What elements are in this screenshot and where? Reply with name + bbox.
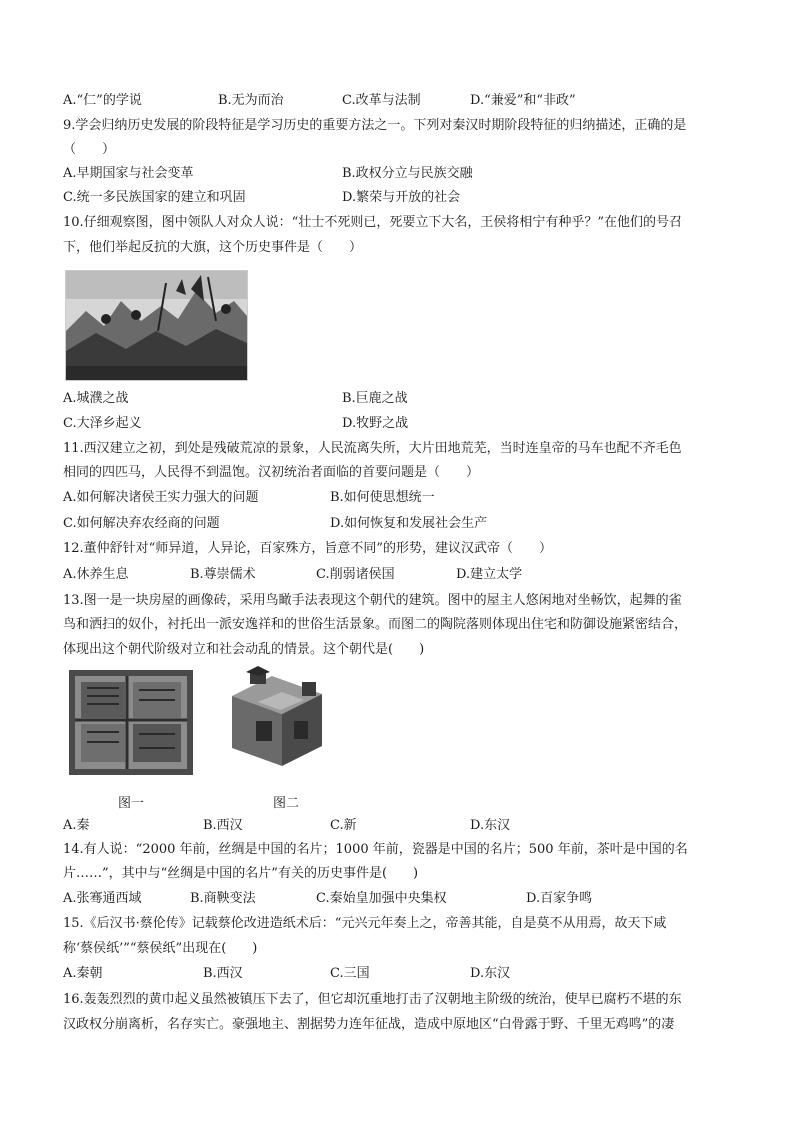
q11-option-c[interactable]: C.如何解决弃农经商的问题	[63, 516, 220, 531]
q16-stem-line1: 16.轰轰烈烈的黄巾起义虽然被镇压下去了，但它却沉重地打击了汉朝地主阶级的统治，使早已腐朽不堪的东	[63, 992, 682, 1007]
q10-option-c[interactable]: C.大泽乡起义	[63, 416, 142, 431]
q10-option-a[interactable]: A.城濮之战	[63, 391, 129, 406]
q8-option-c[interactable]: C.改革与法制	[342, 93, 421, 108]
q15-option-c[interactable]: C.三国	[330, 966, 370, 981]
q14-stem-line1: 14.有人说：“2000 年前，丝绸是中国的名片；1000 年前，瓷器是中国的名片；500 年前，茶叶是中国的名	[63, 842, 688, 857]
pottery-courtyard-illustration	[212, 666, 337, 778]
q11-stem-line1: 11.西汉建立之初，到处是残破荒凉的景象，人民流离失所，大片田地荒芜，当时连皇帝的马车也配不齐毛色	[63, 441, 682, 456]
pictorial-brick-illustration	[67, 668, 195, 777]
q11-stem-line2: 相同的四匹马，人民得不到温饱。汉初统治者面临的首要问题是（ ）	[63, 465, 480, 480]
figure-two-caption: 图二	[273, 796, 300, 811]
figure-one-caption: 图一	[118, 796, 145, 811]
q14-option-d[interactable]: D.百家争鸣	[526, 891, 593, 906]
q14-option-a[interactable]: A.张骞通西域	[63, 891, 142, 906]
q10-option-b[interactable]: B.巨鹿之战	[342, 391, 408, 406]
q12-option-a[interactable]: A.休养生息	[63, 567, 129, 582]
q15-option-b[interactable]: B.西汉	[203, 966, 243, 981]
q13-option-c[interactable]: C.新	[330, 818, 357, 833]
q9-option-c[interactable]: C.统一多民族国家的建立和巩固	[63, 190, 246, 205]
q9-stem-line2: （ ）	[63, 142, 116, 157]
q9-option-d[interactable]: D.繁荣与开放的社会	[342, 190, 461, 205]
q13-option-a[interactable]: A.秦	[63, 818, 90, 833]
figure-two-pottery-courtyard-image	[212, 666, 337, 778]
q13-stem-line1: 13.图一是一块房屋的画像砖，采用鸟瞰手法表现这个朝代的建筑。图中的屋主人悠闲地对坐畅饮，起舞的雀	[63, 593, 682, 608]
q9-option-a[interactable]: A.早期国家与社会变革	[63, 166, 194, 181]
q15-stem-line1: 15.《后汉书·蔡伦传》记载蔡伦改进造纸术后：“元兴元年奏上之，帝善其能，自是莫不从用焉，故天下咸	[63, 916, 667, 931]
q8-option-d[interactable]: D.“兼爱”和“非政”	[470, 93, 576, 108]
q10-stem-line2: 下，他们举起反抗的大旗，这个历史事件是（ ）	[63, 240, 363, 255]
uprising-battle-illustration	[66, 271, 247, 380]
q11-option-d[interactable]: D.如何恢复和发展社会生产	[330, 516, 488, 531]
q11-option-a[interactable]: A.如何解决诸侯王实力强大的问题	[63, 490, 259, 505]
q8-option-a[interactable]: A.“仁”的学说	[63, 93, 142, 108]
q12-stem-line1: 12.董仲舒针对“师异道，人异论，百家殊方，旨意不同”的形势，建议汉武帝（ ）	[63, 541, 552, 556]
q13-option-d[interactable]: D.东汉	[470, 818, 511, 833]
q13-stem-line2: 鸟和洒扫的奴仆，衬托出一派安逸祥和的世俗生活景象。而图二的陶院落则体现出住宅和防御设施紧密结合，	[63, 617, 688, 632]
q15-option-d[interactable]: D.东汉	[470, 966, 511, 981]
q13-option-b[interactable]: B.西汉	[203, 818, 243, 833]
figure-one-brick-image	[67, 668, 195, 777]
q9-stem-line1: 9.学会归纳历史发展的阶段特征是学习历史的重要方法之一。下列对秦汉时期阶段特征的归纳描述，正确的是	[63, 118, 687, 133]
q12-option-d[interactable]: D.建立太学	[456, 567, 523, 582]
q9-option-b[interactable]: B.政权分立与民族交融	[342, 166, 473, 181]
q12-option-b[interactable]: B.尊崇儒术	[190, 567, 256, 582]
q15-stem-line2: 称‘蔡侯纸’”“蔡侯纸”出现在( )	[63, 941, 258, 956]
uprising-battle-image	[65, 270, 248, 381]
q12-option-c[interactable]: C.削弱诸侯国	[316, 567, 395, 582]
q14-option-b[interactable]: B.商鞅变法	[190, 891, 256, 906]
q13-stem-line3: 体现出这个朝代阶级对立和社会动乱的情景。这个朝代是( )	[63, 642, 425, 657]
q10-stem-line1: 10.仔细观察图，图中领队人对众人说：“壮士不死则已，死要立下大名，王侯将相宁有种乎？”在他们的号召	[63, 215, 682, 230]
q10-option-d[interactable]: D.牧野之战	[342, 416, 409, 431]
q8-option-b[interactable]: B.无为而治	[218, 93, 284, 108]
q15-option-a[interactable]: A.秦朝	[63, 966, 103, 981]
q14-stem-line2: 片……”，其中与“丝绸是中国的名片”有关的历史事件是( )	[63, 866, 419, 881]
q11-option-b[interactable]: B.如何使思想统一	[330, 490, 435, 505]
q16-stem-line2: 汉政权分崩离析，名存实亡。豪强地主、割据势力连年征战，造成中原地区“白骨露于野、千里无鸡鸣”的凄	[63, 1017, 675, 1032]
q14-option-c[interactable]: C.秦始皇加强中央集权	[316, 891, 447, 906]
